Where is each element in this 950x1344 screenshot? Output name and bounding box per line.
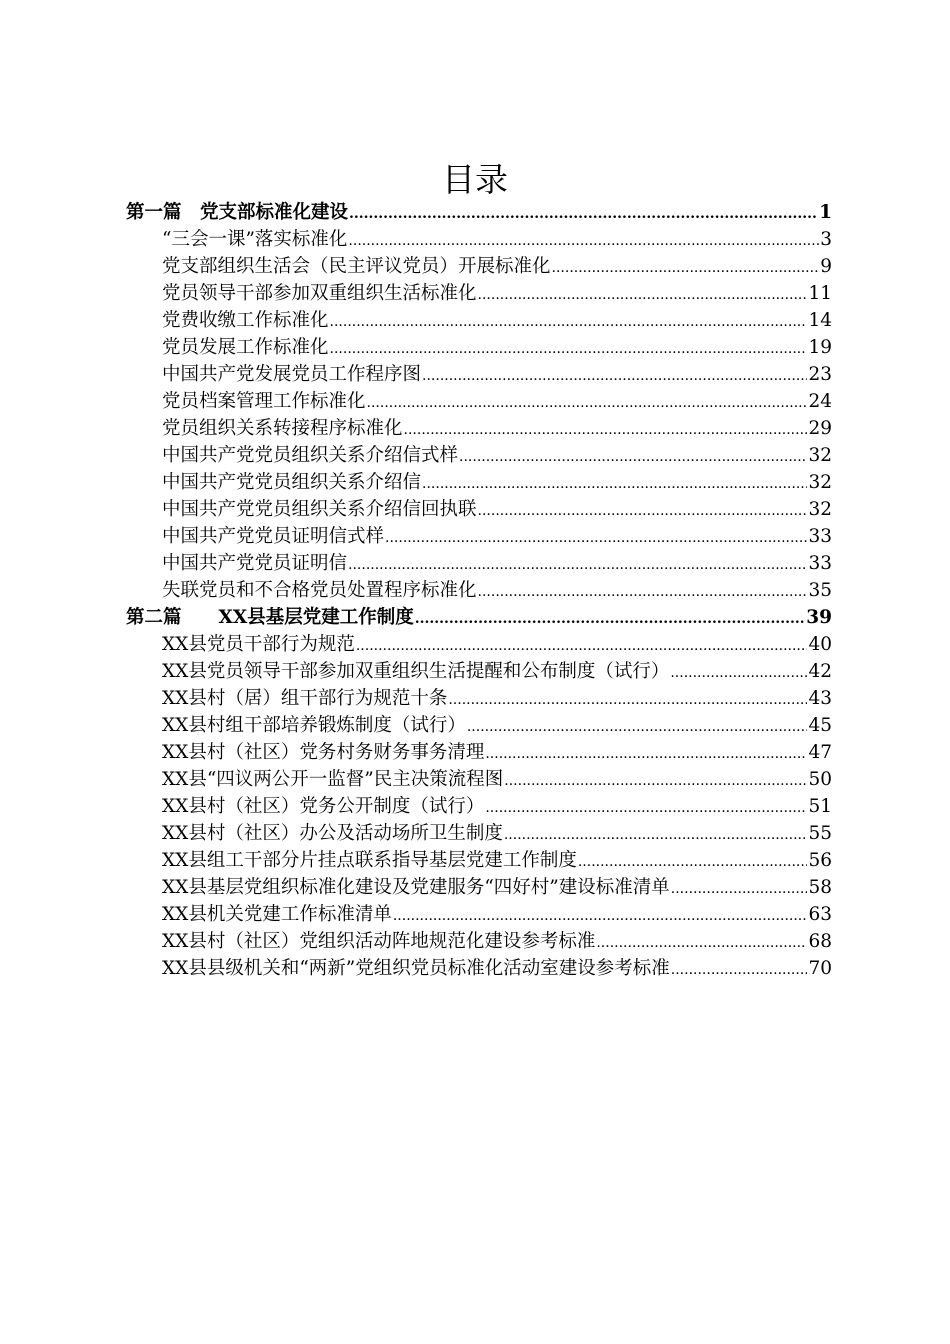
toc-page-number: 56 bbox=[808, 850, 832, 871]
toc-dot-leader bbox=[330, 307, 808, 334]
toc-entry-title: XX县村（居）组干部行为规范十条 bbox=[162, 688, 448, 709]
toc-entry-title: 中国共产党党员证明信 bbox=[162, 553, 348, 574]
toc-dot-leader bbox=[422, 469, 807, 496]
toc-page-number: 50 bbox=[808, 769, 832, 790]
toc-dot-leader bbox=[459, 442, 807, 469]
toc-entry[interactable] bbox=[126, 901, 832, 928]
toc-entry-title: XX县村（社区）办公及活动场所卫生制度 bbox=[162, 823, 503, 844]
toc-page-number: 23 bbox=[808, 364, 832, 385]
toc-page-number: 11 bbox=[808, 283, 832, 304]
toc-entry[interactable] bbox=[126, 739, 832, 766]
toc-entry-title: XX县组工干部分片挂点联系指导基层党建工作制度 bbox=[162, 850, 577, 871]
toc-entry[interactable] bbox=[126, 847, 832, 874]
toc-entry-title: 党员领导干部参加双重组织生活标准化 bbox=[162, 283, 477, 304]
toc-entry-title: 党员组织关系转接程序标准化 bbox=[162, 418, 403, 439]
toc-page-number: 55 bbox=[808, 823, 832, 844]
toc-entry-title: 党员发展工作标准化 bbox=[162, 337, 329, 358]
toc-entry[interactable] bbox=[126, 658, 832, 685]
toc-entry-title: XX县县级机关和“两新”党组织党员标准化活动室建设参考标准 bbox=[162, 958, 670, 979]
toc-entry[interactable] bbox=[126, 577, 832, 604]
toc-entry-title: XX县村组干部培养锻炼制度（试行） bbox=[162, 715, 466, 736]
toc-entry[interactable] bbox=[126, 631, 832, 658]
toc-page-number: 24 bbox=[808, 391, 832, 412]
toc-page-number: 51 bbox=[808, 796, 832, 817]
toc-page-number: 58 bbox=[808, 877, 832, 898]
toc-entry[interactable] bbox=[126, 712, 832, 739]
toc-dot-leader bbox=[478, 280, 808, 307]
toc-dot-leader bbox=[404, 415, 808, 442]
toc-page-number: 14 bbox=[808, 310, 832, 331]
toc-entry[interactable] bbox=[126, 955, 832, 982]
toc-part-heading[interactable] bbox=[126, 199, 832, 226]
toc-page-number: 19 bbox=[808, 337, 832, 358]
toc-page-number: 43 bbox=[808, 688, 832, 709]
toc-dot-leader bbox=[504, 766, 807, 793]
toc-entry[interactable] bbox=[126, 793, 832, 820]
toc-entry[interactable] bbox=[126, 550, 832, 577]
toc-entry-title: XX县党员领导干部参加双重组织生活提醒和公布制度（试行） bbox=[162, 661, 670, 682]
toc-entry-title: 中国共产党发展党员工作程序图 bbox=[162, 364, 422, 385]
toc-dot-leader bbox=[348, 226, 819, 253]
toc-dot-leader bbox=[552, 253, 820, 280]
toc-entry[interactable] bbox=[126, 820, 832, 847]
toc-part-heading[interactable] bbox=[126, 604, 832, 631]
toc-entry[interactable] bbox=[126, 280, 832, 307]
toc-dot-leader bbox=[467, 712, 808, 739]
toc-dot-leader bbox=[356, 631, 808, 658]
toc-entry[interactable] bbox=[126, 469, 832, 496]
toc-entry-title: XX县村（社区）党务村务财务事务清理 bbox=[162, 742, 485, 763]
toc-title: 目录 bbox=[442, 160, 508, 199]
toc-entry-title: 中国共产党党员证明信式样 bbox=[162, 526, 385, 547]
toc-dot-leader bbox=[448, 685, 807, 712]
toc-page-number: 35 bbox=[808, 580, 832, 601]
toc-entry[interactable] bbox=[126, 334, 832, 361]
toc-entry-title: XX县党员干部行为规范 bbox=[162, 634, 355, 655]
toc-entry-title: XX县基层党组织标准化建设及党建服务“四好村”建设标准清单 bbox=[162, 877, 670, 898]
toc-dot-leader bbox=[671, 874, 808, 901]
toc-dot-leader bbox=[504, 820, 808, 847]
toc-entry[interactable] bbox=[126, 415, 832, 442]
toc-entry[interactable] bbox=[126, 523, 832, 550]
toc-entry-title: 中国共产党党员组织关系介绍信回执联 bbox=[162, 499, 477, 520]
toc-dot-leader bbox=[422, 361, 807, 388]
toc-page-number: 3 bbox=[820, 229, 832, 250]
toc-dot-leader bbox=[415, 604, 806, 631]
toc-page-number: 45 bbox=[808, 715, 832, 736]
toc-entry[interactable] bbox=[126, 496, 832, 523]
toc-entry-title: XX县机关党建工作标准清单 bbox=[162, 904, 392, 925]
toc-entry-title: XX县村（社区）党务公开制度（试行） bbox=[162, 796, 485, 817]
toc-page-number: 70 bbox=[808, 958, 832, 979]
toc-dot-leader bbox=[348, 550, 807, 577]
toc-page-number: 40 bbox=[808, 634, 832, 655]
toc-entry-title: 中国共产党党员组织关系介绍信式样 bbox=[162, 445, 459, 466]
toc-dot-leader bbox=[578, 847, 808, 874]
toc-entry-title: XX县村（社区）党组织活动阵地规范化建设参考标准 bbox=[162, 931, 596, 952]
toc-dot-leader bbox=[349, 199, 818, 226]
toc-page-number: 42 bbox=[808, 661, 832, 682]
toc-page-number: 63 bbox=[808, 904, 832, 925]
toc-page-number: 32 bbox=[808, 472, 832, 493]
toc-dot-leader bbox=[670, 658, 807, 685]
toc-page-number: 68 bbox=[808, 931, 832, 952]
toc-entry-title: XX县“四议两公开一监督”民主决策流程图 bbox=[162, 769, 504, 790]
toc-entry-title: 党费收缴工作标准化 bbox=[162, 310, 329, 331]
toc-dot-leader bbox=[485, 739, 807, 766]
toc-dot-leader bbox=[478, 496, 808, 523]
toc-page-number: 33 bbox=[808, 526, 832, 547]
toc-dot-leader bbox=[478, 577, 808, 604]
toc-entry[interactable] bbox=[126, 766, 832, 793]
toc-page-number: 33 bbox=[808, 553, 832, 574]
toc-entry-title: “三会一课”落实标准化 bbox=[162, 229, 348, 250]
toc-page-number: 47 bbox=[808, 742, 832, 763]
toc-dot-leader bbox=[485, 793, 807, 820]
toc-entry[interactable] bbox=[126, 685, 832, 712]
toc-dot-leader bbox=[596, 928, 807, 955]
toc-entry-title: 第二篇 XX县基层党建工作制度 bbox=[126, 607, 414, 628]
table-of-contents bbox=[126, 199, 832, 982]
toc-page-number: 29 bbox=[808, 418, 832, 439]
toc-entry[interactable] bbox=[126, 442, 832, 469]
toc-dot-leader bbox=[671, 955, 808, 982]
toc-entry-title: 中国共产党党员组织关系介绍信 bbox=[162, 472, 422, 493]
toc-entry[interactable] bbox=[126, 307, 832, 334]
toc-page-number: 39 bbox=[806, 607, 832, 628]
toc-entry[interactable] bbox=[126, 874, 832, 901]
toc-entry[interactable] bbox=[126, 226, 832, 253]
toc-entry-title: 失联党员和不合格党员处置程序标准化 bbox=[162, 580, 477, 601]
toc-entry[interactable] bbox=[126, 361, 832, 388]
toc-dot-leader bbox=[393, 901, 808, 928]
toc-entry[interactable] bbox=[126, 253, 832, 280]
toc-entry-title: 第一篇 党支部标准化建设 bbox=[126, 202, 349, 223]
toc-dot-leader bbox=[385, 523, 807, 550]
toc-entry[interactable] bbox=[126, 928, 832, 955]
toc-entry[interactable] bbox=[126, 388, 832, 415]
toc-entry-title: 党支部组织生活会（民主评议党员）开展标准化 bbox=[162, 256, 551, 277]
toc-entry-title: 党员档案管理工作标准化 bbox=[162, 391, 366, 412]
toc-page-number: 9 bbox=[820, 256, 832, 277]
toc-page-number: 32 bbox=[808, 445, 832, 466]
toc-page-number: 32 bbox=[808, 499, 832, 520]
toc-dot-leader bbox=[330, 334, 808, 361]
toc-page-number: 1 bbox=[819, 202, 832, 223]
toc-dot-leader bbox=[367, 388, 808, 415]
